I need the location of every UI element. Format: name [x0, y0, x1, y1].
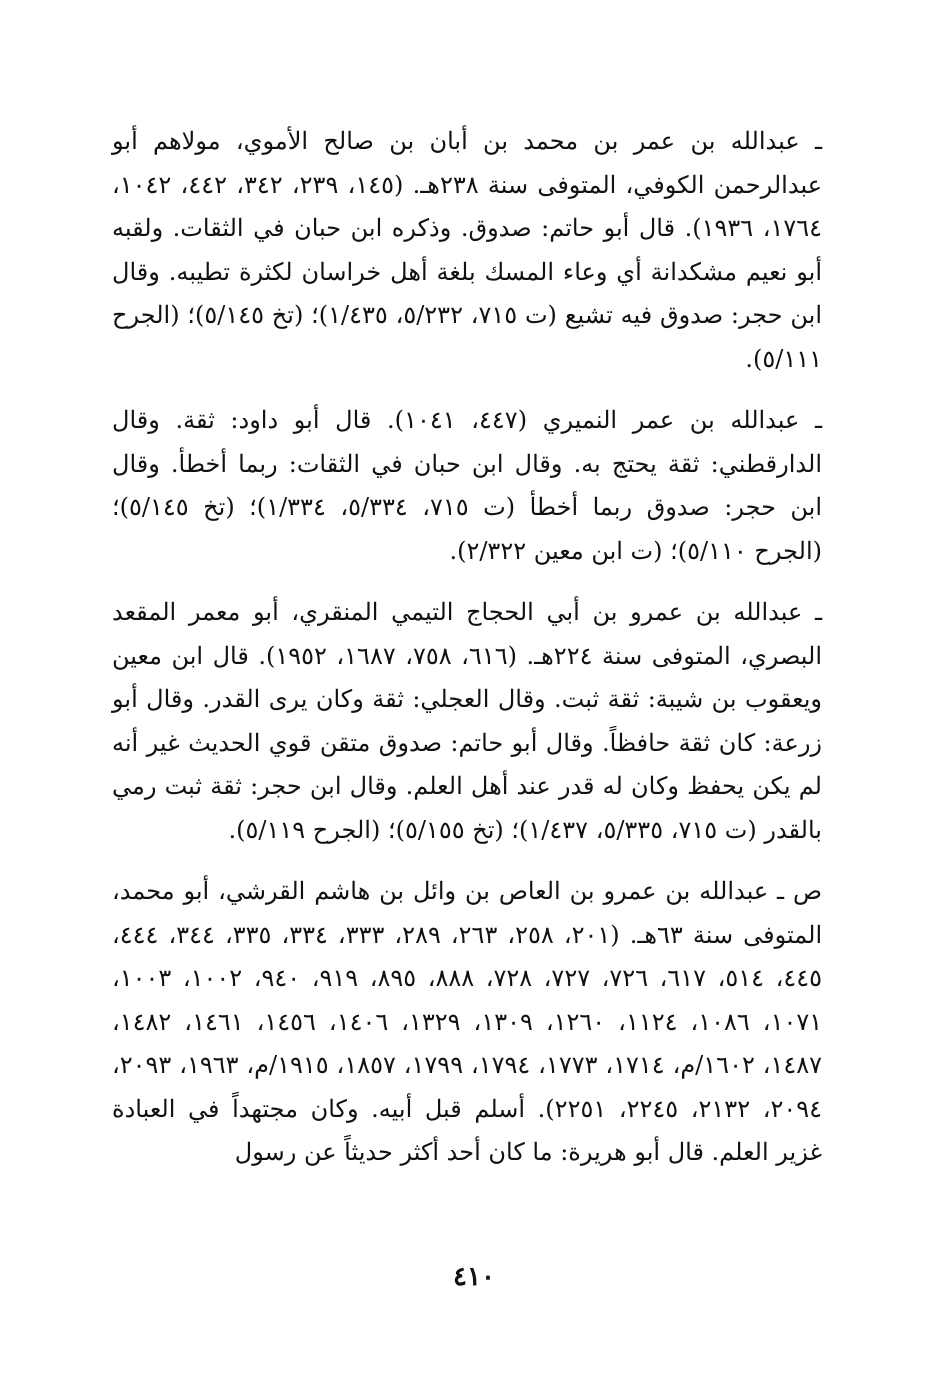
biography-entry: ـ عبدالله بن عمر النميري (٤٤٧، ١٠٤١). قال أبو داود: ثقة. وقال الدارقطني: ثقة يحتج به. وقال ابن حبان في الثقات: ربما أخطأ. وقال ابن حجر: صدوق ربما أخطأ (ت ٧١٥، ٥/٣٣٤، ١/٣٣٤)؛ (تخ ٥/١٤٥)؛ (الجرح ٥/١١٠)؛ (ت ابن معين ٢/٣٢٢).: [112, 406, 823, 565]
page-number: ٤١٠: [453, 1262, 495, 1292]
biography-entry: ـ عبدالله بن عمر بن محمد بن أبان بن صالح الأموي، مولاهم أبو عبدالرحمن الكوفي، المتوفى سنة ٢٣٨هـ. (١٤٥، ٢٣٩، ٣٤٢، ٤٤٢، ١٠٤٢، ١٧٦٤، ١٩٣٦). قال أبو حاتم: صدوق. وذكره ابن حبان في الثقات. ولقبه أبو نعيم مشكدانة أي وعاء المسك بلغة أهل خراسان لكثرة تطيبه. وقال ابن حجر: صدوق فيه تشيع (ت ٧١٥، ٥/٢٣٢، ١/٤٣٥)؛ (تخ ٥/١٤٥)؛ (الجرح ٥/١١١).: [112, 127, 823, 373]
biography-entry: ـ عبدالله بن عمرو بن أبي الحجاج التيمي المنقري، أبو معمر المقعد البصري، المتوفى سنة ٢٢٤هـ. (٦١٦، ٧٥٨، ١٦٨٧، ١٩٥٢). قال ابن معين ويعقوب بن شيبة: ثقة ثبت. وقال العجلي: ثقة وكان يرى القدر. وقال أبو زرعة: كان ثقة حافظاً. وقال أبو حاتم: صدوق متقن قوي الحديث غير أنه لم يكن يحفظ وكان له قدر عند أهل العلم. وقال ابن حجر: ثقة ثبت رمي بالقدر (ت ٧١٥، ٥/٣٣٥، ١/٤٣٧)؛ (تخ ٥/١٥٥)؛ (الجرح ٥/١١٩).: [112, 598, 823, 844]
page-body: [112, 120, 822, 1175]
biography-entry: ص ـ عبدالله بن عمرو بن العاص بن وائل بن هاشم القرشي، أبو محمد، المتوفى سنة ٦٣هـ. (٢٠١، ٢٥٨، ٢٦٣، ٢٨٩، ٣٣٣، ٣٣٤، ٣٣٥، ٣٤٤، ٤٤٤، ٤٤٥، ٥١٤، ٦١٧، ٧٢٦، ٧٢٧، ٧٢٨، ٨٨٨، ٨٩٥، ٩١٩، ٩٤٠، ١٠٠٢، ١٠٠٣، ١٠٧١، ١٠٨٦، ١١٢٤، ١٢٦٠، ١٣٠٩، ١٣٢٩، ١٤٠٦، ١٤٥٦، ١٤٦١، ١٤٨٢، ١٤٨٧، ١٦٠٢/م، ١٧١٤، ١٧٧٣، ١٧٩٤، ١٧٩٩، ١٨٥٧، ١٩١٥/م، ١٩٦٣، ٢٠٩٣، ٢٠٩٤، ٢١٣٢، ٢٢٤٥، ٢٢٥١). أسلم قبل أبيه. وكان مجتهداً في العبادة غزير العلم. قال أبو هريرة: ما كان أحد أكثر حديثاً عن رسول: [112, 877, 823, 1166]
